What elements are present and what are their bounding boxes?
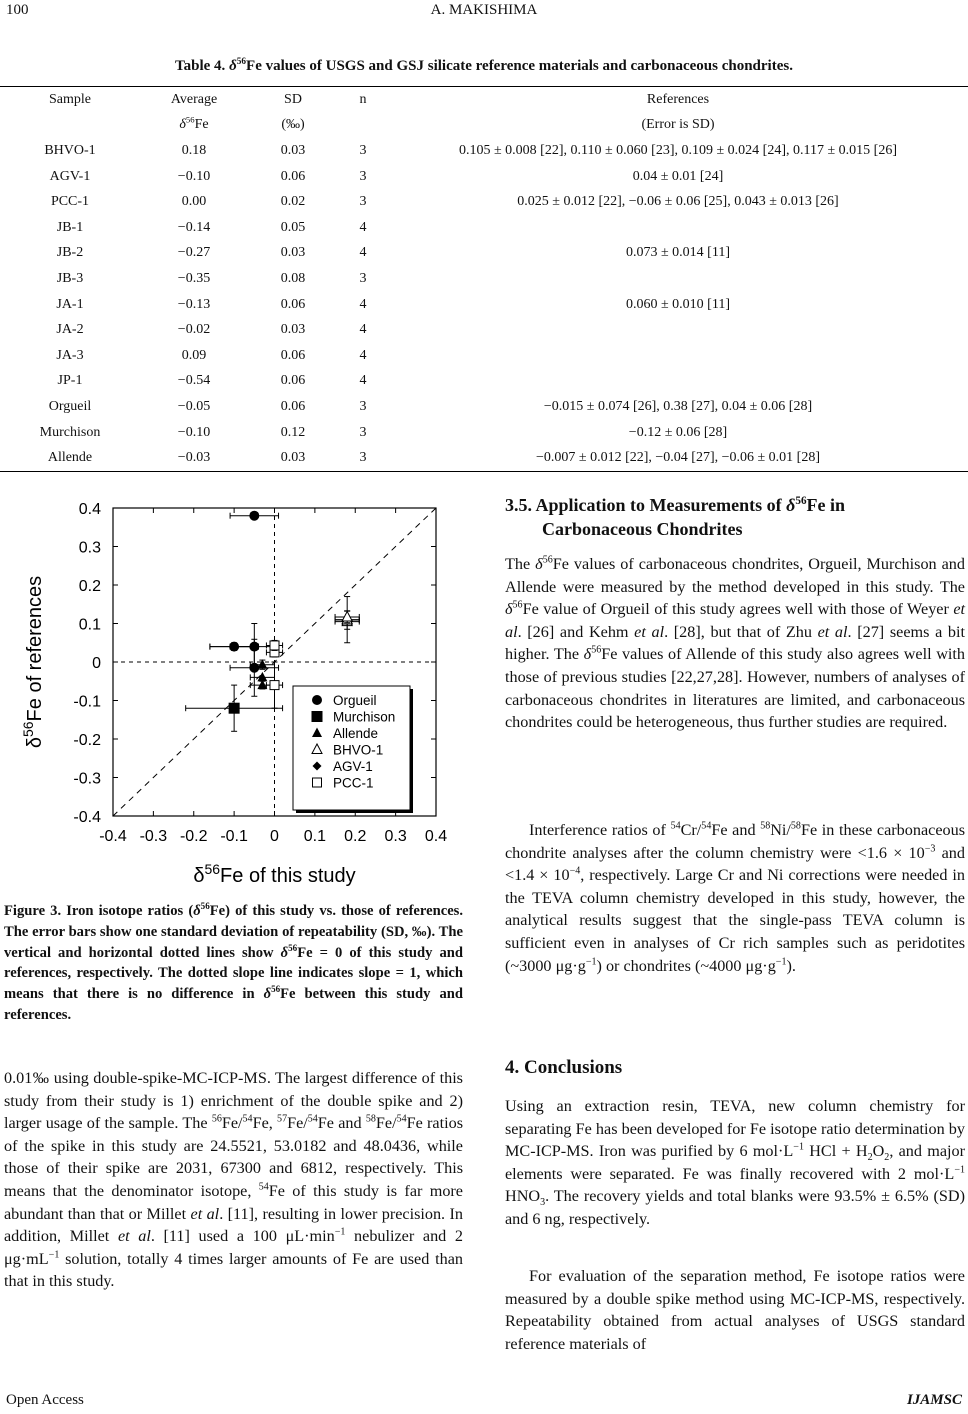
- cell-average: −0.02: [177, 322, 211, 338]
- cell-sample: Allende: [0, 445, 140, 471]
- y-tick-label: 0: [92, 655, 101, 672]
- cell-sample: JB-2: [56, 245, 84, 261]
- cell-sample: JA-1: [56, 296, 84, 312]
- table-row: [0, 164, 968, 190]
- y-tick-label: -0.4: [73, 809, 101, 826]
- col-header-average: Average: [140, 87, 248, 113]
- cell-sd: 0.06: [280, 168, 306, 184]
- table-row: [0, 241, 968, 267]
- cell-references: 0.04 ± 0.01 [24]: [632, 168, 724, 184]
- page-number: 100: [6, 2, 29, 18]
- cell-n: 4: [359, 373, 367, 389]
- cell-average: −0.27: [177, 245, 211, 261]
- cell-average: −0.54: [177, 373, 211, 389]
- running-header-author: A. MAKISHIMA: [430, 2, 538, 18]
- cell-references: −0.015 ± 0.074 [26], 0.38 [27], 0.04 ± 0.06 [28]: [543, 398, 813, 414]
- y-axis-label: $\delta^{56}Fe$ of references: [20, 575, 46, 749]
- cell-n: 3: [359, 142, 367, 158]
- table-row: [0, 394, 968, 420]
- cell-sd: 0.03: [280, 142, 306, 158]
- x-tick-label: 0.1: [303, 828, 326, 845]
- cell-n: 3: [359, 424, 367, 440]
- cell-references: −0.12 ± 0.06 [28]: [628, 424, 728, 440]
- table-units-row: [0, 113, 968, 139]
- legend-label: AGV-1: [333, 759, 373, 774]
- legend-label: Orgueil: [333, 693, 377, 708]
- section-heading-4: 4. Conclusions: [505, 1057, 623, 1078]
- legend-label: BHVO-1: [333, 742, 384, 758]
- cell-n: 4: [359, 245, 367, 261]
- cell-n: 4: [359, 347, 367, 363]
- unit-sd: (‰): [281, 117, 305, 133]
- x-tick-label: -0.4: [99, 828, 127, 845]
- footer-journal: IJAMSC: [906, 1392, 962, 1408]
- cell-average: 0.18: [181, 142, 207, 158]
- series-bhvo-1: [335, 597, 359, 643]
- cell-sample: AGV-1: [49, 168, 91, 184]
- conclusions-paragraph-2: For evaluation of the separation method, Fe isotope ratios were measured by a double spike method using MC-ICP-MS, respectively. Repeatability obtained from actual analyses of USGS standard reference materials of: [505, 1267, 965, 1353]
- col-header-sample: Sample: [0, 87, 140, 113]
- table-row: [0, 343, 968, 369]
- x-tick-label: -0.2: [179, 828, 208, 845]
- y-tick-label: 0.3: [78, 539, 101, 557]
- cell-n: 4: [359, 219, 367, 235]
- series-murchison: [186, 685, 283, 731]
- cell-n: 4: [359, 296, 367, 312]
- data-point-filled-circle: [249, 511, 259, 521]
- x-tick-label: 0.2: [344, 828, 367, 845]
- cell-n: 3: [359, 270, 367, 286]
- cell-average: −0.03: [140, 445, 248, 471]
- cell-average: −0.13: [177, 296, 211, 312]
- table-row: [0, 445, 968, 471]
- cell-references: −0.007 ± 0.012 [22], −0.04 [27], −0.06 ± 0.01 [28]: [388, 445, 968, 471]
- y-tick-label: 0.2: [78, 578, 101, 595]
- section-heading-3-5: 3.5. Application to Measurements of $\delta^{56}Fe$ in Carbonaceous Chondrites: [505, 495, 846, 539]
- cell-sd: 0.05: [280, 219, 306, 235]
- unit-average: $\delta^{56}Fe$: [179, 114, 209, 133]
- x-axis-label: $\delta^{56}Fe$ of this study: [193, 861, 356, 887]
- cell-sd: 0.06: [280, 398, 306, 414]
- cell-references: 0.073 ± 0.014 [11]: [626, 245, 730, 261]
- figure-caption: Figure 3. Iron isotope ratios $(\delta^{56}Fe)$ of this study vs. those of references. The error bars show one standard deviation of repeatability (SD, ‰). The vertical and horizontal dotted lines show $\delta^{56}Fe = 0$ of this study and references, respectively. The dotted slope line indicates slope = 1, which means that there is no difference in $\delta^{56}Fe$ between this study and references.: [4, 901, 464, 1023]
- table-row: [0, 215, 968, 241]
- table-row: [0, 317, 968, 343]
- cell-sample: JB-3: [56, 270, 84, 286]
- cell-n: 4: [359, 322, 367, 338]
- legend-label: Allende: [333, 726, 379, 741]
- cell-sample: Orgueil: [48, 398, 92, 414]
- cell-average: −0.10: [177, 168, 211, 184]
- cell-sample: JA-2: [56, 322, 84, 338]
- cell-average: 0.09: [181, 347, 207, 363]
- conclusions-paragraph-1: Using an extraction resin, TEVA, new column chemistry for separating Fe has been developed for Fe isotope ratio determination by MC-ICP-MS. Iron was purified by 6 $mol\cdot L^{-1}$ HCl + $H_2O_2$, and major elements were separated. Fe was finally recovered with 2 $mol\cdot L^{-1}$ $HNO_3$. The recovery yields and total blanks were 93.5% ± 6.5% (SD) and 6 ng, respectively.: [505, 1097, 966, 1228]
- table-header-row: [0, 87, 968, 113]
- cell-n: 3: [359, 168, 367, 184]
- legend-label: Murchison: [333, 709, 396, 725]
- x-tick-label: 0.3: [384, 828, 407, 845]
- legend-label: PCC-1: [333, 775, 374, 791]
- cell-n: 3: [359, 194, 367, 210]
- footer-open-access: Open Access: [6, 1392, 84, 1408]
- cell-references: [388, 215, 968, 241]
- series-pcc-1: [266, 640, 282, 708]
- col-header-n: n: [338, 87, 388, 113]
- cell-sample: BHVO-1: [44, 142, 96, 158]
- x-tick-label: 0.4: [424, 828, 448, 845]
- legend-marker-filled-circle: [312, 695, 322, 705]
- cell-sd: 0.03: [280, 322, 306, 338]
- table-row: [0, 369, 968, 395]
- y-tick-label: 0.1: [78, 616, 101, 634]
- cell-average: −0.10: [177, 424, 211, 440]
- cell-references: 0.025 ± 0.012 [22], −0.06 ± 0.06 [25], 0.043 ± 0.013 [26]: [517, 194, 839, 210]
- cell-references: [388, 266, 968, 292]
- table-row: [0, 189, 968, 215]
- cell-references: [388, 317, 968, 343]
- cell-n: 3: [338, 445, 388, 471]
- cell-sd: 0.08: [280, 270, 306, 286]
- cell-average: −0.05: [177, 398, 211, 414]
- x-tick-label: 0: [270, 828, 279, 845]
- cell-average: −0.35: [177, 270, 211, 286]
- data-point-filled-triangle: [257, 659, 267, 669]
- reference-values-table: [0, 86, 968, 472]
- col-header-references: References: [388, 87, 968, 113]
- cell-sample: JA-3: [56, 347, 84, 363]
- table-row: [0, 420, 968, 446]
- cell-sd: 0.12: [280, 424, 306, 440]
- y-tick-label: -0.2: [73, 732, 101, 749]
- cell-sd: 0.06: [280, 296, 306, 312]
- cell-references: [388, 369, 968, 395]
- left-body-paragraph: 0.01‰ using double-spike-MC-ICP-MS. The largest difference of this study from their study is 1) enrichment of the double spike and 2) larger usage of the sample. The $^{56}$Fe/$^{54}$Fe, $^{57}$Fe/$^{54}$Fe and $^{58}$Fe/$^{54}$Fe ratios of the spike in this study are 24.5521, 53.0182 and 48.0436, while those of their spike are 2031, 67300 and 6812, respectively. This means that the denominator isotope, $^{54}$Fe of this study is far more abundant than that or Millet et al. [11], resulting in lower precision. In addition, Millet et al. [11] used a 100 $\mu L\cdot\min^{-1}$ nebulizer and 2 $\mu g\cdot mL^{-1}$ solution, totally 4 times larger amounts of Fe are used than that in this study.: [4, 1069, 464, 1291]
- legend-marker-open-square: [313, 778, 322, 787]
- cell-sample: JB-1: [56, 219, 84, 235]
- y-tick-label: -0.3: [73, 770, 101, 788]
- cell-sd: 0.03: [248, 445, 338, 471]
- x-tick-label: -0.3: [139, 828, 168, 845]
- cell-average: −0.14: [177, 219, 211, 235]
- cell-sample: Murchison: [39, 424, 101, 440]
- legend-marker-filled-square: [312, 711, 323, 722]
- cell-sd: 0.06: [280, 373, 306, 389]
- table-caption: Table 4. $\delta^{56}Fe$ values of USGS and GSJ silicate reference materials and carbonaceous chondrites.: [175, 57, 793, 74]
- y-tick-label: 0.4: [78, 501, 101, 518]
- cell-references: [388, 343, 968, 369]
- cell-sd: 0.06: [280, 347, 306, 363]
- cell-sd: 0.03: [280, 245, 306, 261]
- section-3-5-paragraph-2: Interference ratios of $^{54}$Cr/$^{54}$Fe and $^{58}$Ni/$^{58}$Fe in these carbonaceous chondrite analyses after the column chemistry were $<1.6 \times 10^{-3}$ and $<1.4 \times 10^{-4}$, respectively. Large Cr and Ni corrections were needed in the TEVA column chemistry developed in this study, however, the analytical results suggest that the single-pass TEVA column is sufficient even in analyses of Cr rich samples such as peridotites (~3000 $\mu g\cdot g^{-1}$) or chondrites (~4000 $\mu g\cdot g^{-1}$).: [505, 820, 966, 975]
- unit-references: (Error is SD): [641, 117, 715, 133]
- section-3-5-paragraph-1: The $\delta^{56}Fe$ values of carbonaceous chondrites, Orgueil, Murchison and Allende were measured by the method developed in this study. The $\delta^{56}Fe$ value of Orgueil of this study agrees well with those of Weyer et al. [26] and Kehm et al. [28], but that of Zhu et al. [27] seems a bit higher. The $\delta^{56}Fe$ values of Allende of this study also agrees well with those of previous studies [22,27,28]. However, numbers of analyses of carbonaceous chondrites in literatures are limited, and carbonaceous chondrites could be heterogeneous, thus further studies are required.: [505, 554, 966, 732]
- cell-sample: PCC-1: [50, 194, 90, 210]
- cell-references: 0.105 ± 0.008 [22], 0.110 ± 0.060 [23], 0.109 ± 0.024 [24], 0.117 ± 0.015 [26]: [459, 142, 897, 158]
- data-point-open-triangle: [342, 611, 352, 621]
- x-tick-label: -0.1: [220, 828, 248, 845]
- cell-references: 0.060 ± 0.010 [11]: [626, 296, 730, 312]
- table-row: [0, 266, 968, 292]
- table-row: [0, 292, 968, 318]
- data-point-open-square: [270, 681, 279, 690]
- y-tick-label: -0.1: [73, 693, 101, 711]
- cell-sd: 0.02: [280, 194, 306, 210]
- data-point-open-square: [270, 641, 279, 650]
- cell-n: 3: [359, 398, 367, 414]
- col-header-sd: SD: [248, 87, 338, 113]
- iron-isotope-scatter-chart: [10, 486, 465, 896]
- cell-average: 0.00: [181, 194, 207, 210]
- cell-sample: JP-1: [57, 373, 83, 389]
- table-row: [0, 138, 968, 164]
- data-point-filled-square: [229, 703, 240, 714]
